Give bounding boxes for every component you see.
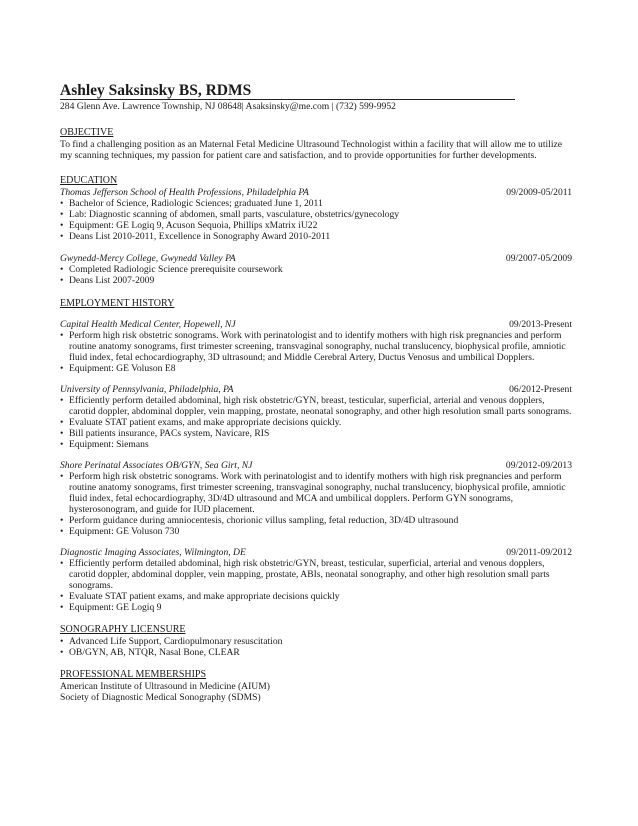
bullet-icon: • <box>60 439 64 450</box>
entry-bullets <box>60 264 572 286</box>
bullet-icon: • <box>60 515 64 526</box>
education-section <box>60 175 572 286</box>
section-title-objective: OBJECTIVE <box>60 127 114 138</box>
list-item-text: Evaluate STAT patient exams, and make appropriate decisions quickly <box>69 591 340 602</box>
list-item-text: Deans List 2007-2009 <box>69 275 155 286</box>
contact-info: 284 Glenn Ave. Lawrence Township, NJ 08648| Asaksinsky@me.com | (732) 599-9952 <box>60 101 396 112</box>
entry-header <box>60 187 572 198</box>
entry <box>60 187 572 242</box>
entry-header <box>60 253 572 264</box>
bullet-icon: • <box>60 264 64 275</box>
list-item <box>60 395 572 417</box>
entry-header <box>60 384 572 395</box>
list-item-text: Efficiently perform detailed abdominal, high risk obstetric/GYN, breast, testicular, superficial, arterial and venous dopplers, carotid doppler, abdominal doppler, vein mapping, prostate, ABIs, neonatal sonography, and other high resolution small parts sonograms. <box>69 558 550 591</box>
entry-organization: University of Pennsylvania, Philadelphia, PA <box>60 384 234 395</box>
entry-organization: Diagnostic Imaging Associates, Wilmington, DE <box>60 547 246 558</box>
list-item <box>60 439 572 450</box>
memberships-section <box>60 669 572 703</box>
bullet-icon: • <box>60 636 64 647</box>
bullet-icon: • <box>60 558 64 569</box>
list-item-text: Equipment: GE Voluson 730 <box>69 526 180 537</box>
list-item <box>60 636 572 647</box>
entry-header <box>60 547 572 558</box>
bullet-icon: • <box>60 428 64 439</box>
entry-date: 09/2012-09/2013 <box>505 460 572 471</box>
bullet-icon: • <box>60 526 64 537</box>
list-item <box>60 330 572 363</box>
list-item-text: Equipment: GE Logiq 9, Acuson Sequoia, Phillips xMatrix iU22 <box>69 220 318 231</box>
entry-date: 09/2007-05/2009 <box>505 253 572 264</box>
employment-entries <box>60 319 572 613</box>
memberships-list <box>60 681 572 703</box>
list-item <box>60 591 572 602</box>
licensure-list <box>60 636 572 658</box>
list-item <box>60 198 572 209</box>
objective-section <box>60 127 572 161</box>
bullet-icon: • <box>60 471 64 482</box>
list-item-text: Perform guidance during amniocentesis, chorionic villus sampling, fetal reduction, 3D/4D ultrasound <box>69 515 459 526</box>
objective-text: To find a challenging position as an Maternal Fetal Medicine Ultrasound Technologist within a facility that will allow me to utilize my scanning techniques, my passion for patient care and satisfaction, and to provide opportunities for further developments. <box>60 139 563 161</box>
list-item <box>60 275 572 286</box>
membership-line: Society of Diagnostic Medical Sonography (SDMS) <box>60 692 261 703</box>
bullet-icon: • <box>60 330 64 341</box>
bullet-icon: • <box>60 417 64 428</box>
section-title-licensure: SONOGRAPHY LICENSURE <box>60 624 186 635</box>
list-item-text: Equipment: GE Voluson E8 <box>69 363 176 374</box>
entry <box>60 319 572 374</box>
list-item <box>60 264 572 275</box>
list-item-text: Completed Radiologic Science prerequisite coursework <box>69 264 283 275</box>
employment-section <box>60 298 572 613</box>
entry-bullets <box>60 198 572 242</box>
entry-bullets <box>60 395 572 450</box>
list-item-text: Deans List 2010-2011, Excellence in Sonography Award 2010-2011 <box>69 231 331 242</box>
list-item <box>60 417 572 428</box>
entry-header <box>60 319 572 330</box>
bullet-icon: • <box>60 591 64 602</box>
entry <box>60 547 572 613</box>
bullet-icon: • <box>60 395 64 406</box>
list-item <box>60 209 572 220</box>
list-item <box>60 471 572 515</box>
entry-organization: Thomas Jefferson School of Health Professions, Philadelphia PA <box>60 187 309 198</box>
list-item <box>60 220 572 231</box>
list-item <box>60 558 572 591</box>
list-item-text: Equipment: GE Logiq 9 <box>69 602 162 613</box>
bullet-icon: • <box>60 602 64 613</box>
entry-organization: Gwynedd-Mercy College, Gwynedd Valley PA <box>60 253 236 264</box>
entry-bullets <box>60 558 572 613</box>
list-item-text: Perform high risk obstetric sonograms. Work with perinatologist and to identify mothers with high risk pregnancies and perform routine anatomy sonograms, first trimester screening, transvaginal sonography, nuchal translucency, biophysical profile, amniotic fluid index, fetal echocardiography, 3D/4D ultrasound and MCA and umbilical dopplers. Perform GYN sonograms, hysterosonogram, and guide for IUD placement. <box>69 471 566 515</box>
entry-date: 06/2012-Present <box>509 384 572 395</box>
entry-date: 09/2013-Present <box>509 319 572 330</box>
list-item-text: Lab: Diagnostic scanning of abdomen, small parts, vasculature, obstetrics/gynecology <box>69 209 400 220</box>
list-item-text: Perform high risk obstetric sonograms. Work with perinatologist and to identify mothers with high risk pregnancies and perform routine anatomy sonograms, first trimester screening, transvaginal sonography, nuchal translucency, biophysical profile, amniotic fluid index, fetal echocardiography, 3D ultrasound; and Middle Cerebral Artery, Ductus Venosus and umbilical Dopplers. <box>69 330 566 363</box>
bullet-icon: • <box>60 231 64 242</box>
list-item <box>60 515 572 526</box>
entry-date: 09/2011-09/2012 <box>506 547 572 558</box>
entry-date: 09/2009-05/2011 <box>506 187 572 198</box>
entry <box>60 460 572 537</box>
list-item <box>60 231 572 242</box>
entry-bullets <box>60 330 572 374</box>
bullet-icon: • <box>60 209 64 220</box>
entry-organization: Shore Perinatal Associates OB/GYN, Sea Girt, NJ <box>60 460 253 471</box>
entry <box>60 384 572 450</box>
list-item <box>60 647 572 658</box>
list-item-text: Evaluate STAT patient exams, and make appropriate decisions quickly. <box>69 417 342 428</box>
membership-line: American Institute of Ultrasound in Medicine (AIUM) <box>60 681 270 692</box>
list-item-text: Advanced Life Support, Cardiopulmonary resuscitation <box>69 636 283 647</box>
list-item-text: Equipment: Siemans <box>69 439 149 450</box>
entry-header <box>60 460 572 471</box>
section-title-education: EDUCATION <box>60 175 118 186</box>
bullet-icon: • <box>60 275 64 286</box>
list-item-text: Bachelor of Science, Radiologic Sciences; graduated June 1, 2011 <box>69 198 323 209</box>
list-item-text: Bill patients insurance, PACs system, Navicare, RIS <box>69 428 270 439</box>
licensure-section <box>60 624 572 658</box>
bullet-icon: • <box>60 220 64 231</box>
list-item-text: OB/GYN, AB, NTQR, Nasal Bone, CLEAR <box>69 647 240 658</box>
section-title-employment: EMPLOYMENT HISTORY <box>60 298 175 309</box>
bullet-icon: • <box>60 198 64 209</box>
bullet-icon: • <box>60 363 64 374</box>
list-item <box>60 602 572 613</box>
entry-organization: Capital Health Medical Center, Hopewell, NJ <box>60 319 236 330</box>
candidate-name: Ashley Saksinsky BS, RDMS <box>60 82 515 100</box>
list-item <box>60 526 572 537</box>
list-item-text: Efficiently perform detailed abdominal, high risk obstetric/GYN, breast, testicular, superficial, arterial and venous dopplers, carotid doppler, abdominal doppler, vein mapping, prostate, neonatal sonography, and other high resolution small parts sonograms. <box>69 395 572 417</box>
entry <box>60 253 572 286</box>
list-item <box>60 363 572 374</box>
section-title-memberships: PROFESSIONAL MEMBERSHIPS <box>60 669 207 680</box>
list-item <box>60 428 572 439</box>
education-entries <box>60 187 572 286</box>
bullet-icon: • <box>60 647 64 658</box>
entry-bullets <box>60 471 572 537</box>
